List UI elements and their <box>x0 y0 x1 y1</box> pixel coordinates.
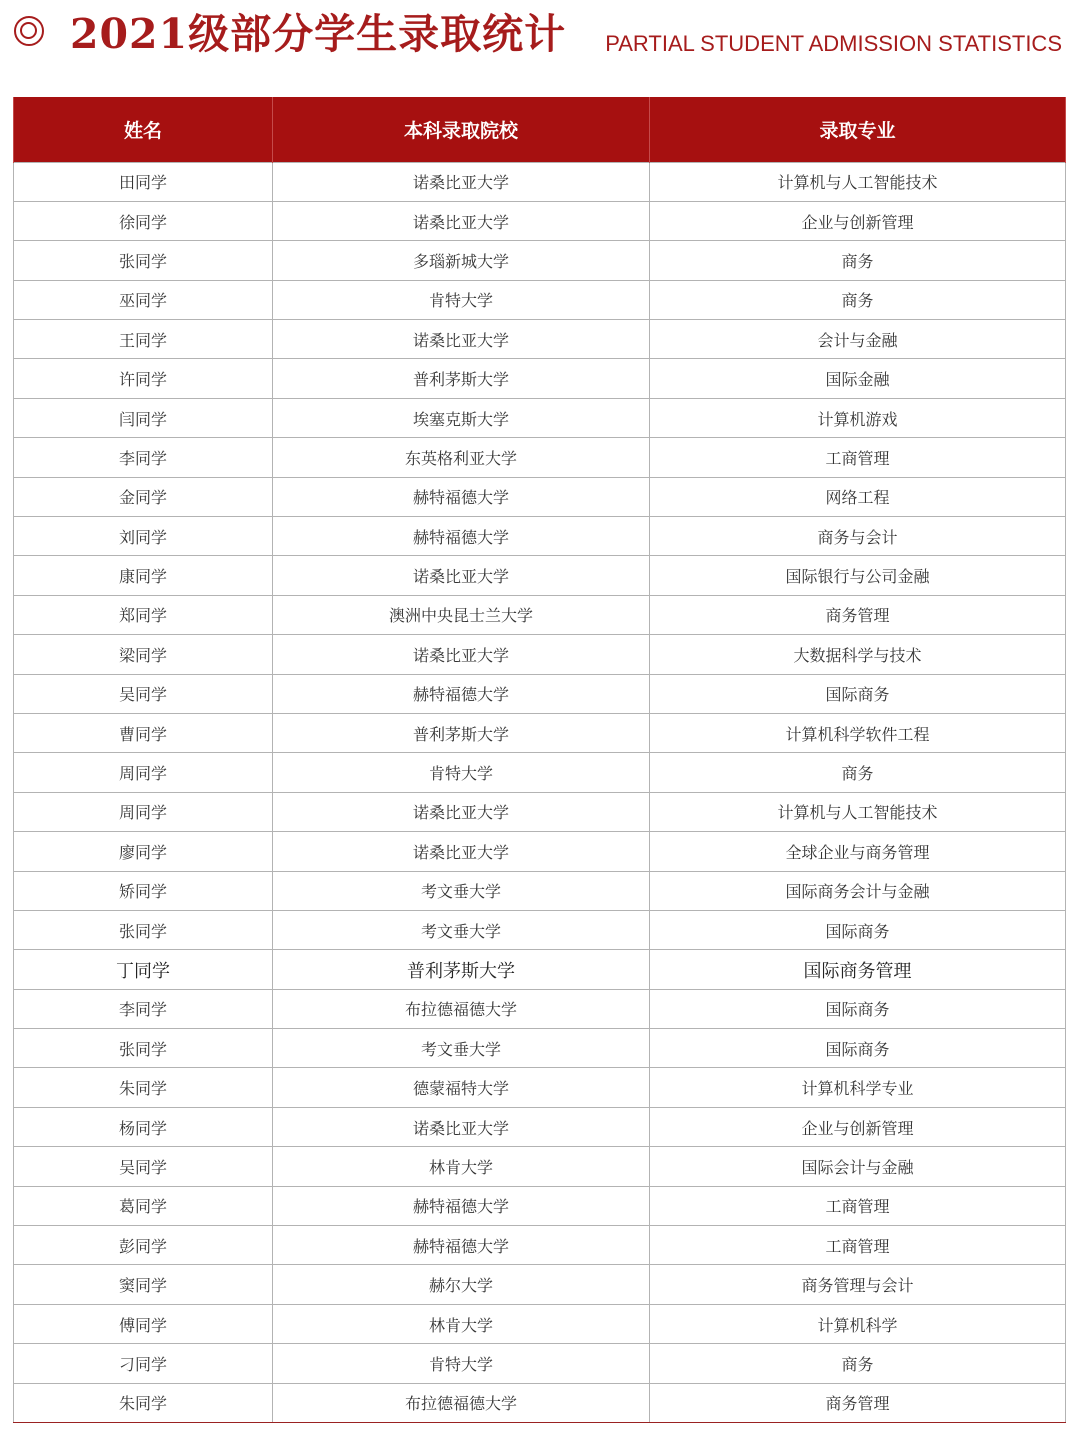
table-header-row <box>14 97 1066 162</box>
major-cell: 工商管理 <box>650 1226 1066 1265</box>
university-cell: 普利茅斯大学 <box>273 950 650 989</box>
student-name-cell: 李同学 <box>14 989 273 1028</box>
admission-table-container <box>13 97 1065 1423</box>
student-name-cell: 窦同学 <box>14 1265 273 1304</box>
university-cell: 诺桑比亚大学 <box>273 792 650 831</box>
major-cell: 网络工程 <box>650 477 1066 516</box>
university-cell: 诺桑比亚大学 <box>273 162 650 201</box>
major-cell: 计算机科学专业 <box>650 1068 1066 1107</box>
university-cell: 德蒙福特大学 <box>273 1068 650 1107</box>
student-name-cell: 王同学 <box>14 320 273 359</box>
table-row <box>14 1226 1066 1265</box>
major-cell: 计算机科学软件工程 <box>650 713 1066 752</box>
major-cell: 商务 <box>650 280 1066 319</box>
major-cell: 国际会计与金融 <box>650 1147 1066 1186</box>
admission-table <box>13 97 1066 1423</box>
student-name-cell: 张同学 <box>14 910 273 949</box>
major-cell: 计算机与人工智能技术 <box>650 162 1066 201</box>
major-cell: 大数据科学与技术 <box>650 635 1066 674</box>
major-cell: 工商管理 <box>650 1186 1066 1225</box>
table-row <box>14 1147 1066 1186</box>
student-name-cell: 朱同学 <box>14 1068 273 1107</box>
table-row <box>14 359 1066 398</box>
student-name-cell: 刘同学 <box>14 517 273 556</box>
table-row <box>14 280 1066 319</box>
table-row <box>14 201 1066 240</box>
table-row <box>14 477 1066 516</box>
table-body <box>14 162 1066 1423</box>
major-cell: 国际商务管理 <box>650 950 1066 989</box>
student-name-cell: 葛同学 <box>14 1186 273 1225</box>
major-cell: 商务管理与会计 <box>650 1265 1066 1304</box>
table-row <box>14 1344 1066 1383</box>
university-cell: 布拉德福德大学 <box>273 989 650 1028</box>
university-cell: 赫特福德大学 <box>273 674 650 713</box>
university-cell: 澳洲中央昆士兰大学 <box>273 595 650 634</box>
student-name-cell: 丁同学 <box>14 950 273 989</box>
student-name-cell: 田同学 <box>14 162 273 201</box>
major-cell: 国际商务 <box>650 989 1066 1028</box>
table-row <box>14 950 1066 989</box>
table-row <box>14 162 1066 201</box>
student-name-cell: 周同学 <box>14 753 273 792</box>
student-name-cell: 金同学 <box>14 477 273 516</box>
table-row <box>14 438 1066 477</box>
page-title: 2021级部分学生录取统计 <box>70 10 567 58</box>
student-name-cell: 傅同学 <box>14 1304 273 1343</box>
table-row <box>14 713 1066 752</box>
student-name-cell: 朱同学 <box>14 1383 273 1422</box>
university-cell: 诺桑比亚大学 <box>273 556 650 595</box>
university-cell: 林肯大学 <box>273 1147 650 1186</box>
student-name-cell: 廖同学 <box>14 832 273 871</box>
major-cell: 商务 <box>650 1344 1066 1383</box>
university-cell: 布拉德福德大学 <box>273 1383 650 1422</box>
major-cell: 商务管理 <box>650 1383 1066 1422</box>
student-name-cell: 巫同学 <box>14 280 273 319</box>
university-cell: 诺桑比亚大学 <box>273 201 650 240</box>
table-row <box>14 1383 1066 1422</box>
major-cell: 计算机与人工智能技术 <box>650 792 1066 831</box>
major-cell: 会计与金融 <box>650 320 1066 359</box>
student-name-cell: 李同学 <box>14 438 273 477</box>
major-cell: 国际商务 <box>650 674 1066 713</box>
major-cell: 计算机游戏 <box>650 398 1066 437</box>
major-cell: 商务与会计 <box>650 517 1066 556</box>
table-row <box>14 1029 1066 1068</box>
major-cell: 商务管理 <box>650 595 1066 634</box>
major-cell: 国际金融 <box>650 359 1066 398</box>
table-row <box>14 753 1066 792</box>
university-cell: 东英格利亚大学 <box>273 438 650 477</box>
table-row <box>14 635 1066 674</box>
major-cell: 企业与创新管理 <box>650 201 1066 240</box>
table-row <box>14 398 1066 437</box>
student-name-cell: 闫同学 <box>14 398 273 437</box>
university-cell: 多瑙新城大学 <box>273 241 650 280</box>
table-row <box>14 1186 1066 1225</box>
table-row <box>14 910 1066 949</box>
university-cell: 普利茅斯大学 <box>273 359 650 398</box>
major-cell: 国际商务 <box>650 1029 1066 1068</box>
table-row <box>14 792 1066 831</box>
page-header <box>0 0 1080 80</box>
student-name-cell: 康同学 <box>14 556 273 595</box>
university-cell: 肯特大学 <box>273 1344 650 1383</box>
table-row <box>14 595 1066 634</box>
major-cell: 全球企业与商务管理 <box>650 832 1066 871</box>
table-row <box>14 1304 1066 1343</box>
student-name-cell: 吴同学 <box>14 1147 273 1186</box>
column-header-name: 姓名 <box>14 97 273 162</box>
student-name-cell: 彭同学 <box>14 1226 273 1265</box>
column-header-university: 本科录取院校 <box>273 97 650 162</box>
university-cell: 赫特福德大学 <box>273 517 650 556</box>
table-row <box>14 1107 1066 1146</box>
university-cell: 肯特大学 <box>273 280 650 319</box>
table-row <box>14 871 1066 910</box>
university-cell: 考文垂大学 <box>273 910 650 949</box>
major-cell: 国际银行与公司金融 <box>650 556 1066 595</box>
student-name-cell: 吴同学 <box>14 674 273 713</box>
university-cell: 诺桑比亚大学 <box>273 1107 650 1146</box>
student-name-cell: 曹同学 <box>14 713 273 752</box>
table-row <box>14 832 1066 871</box>
student-name-cell: 张同学 <box>14 1029 273 1068</box>
university-cell: 赫特福德大学 <box>273 477 650 516</box>
table-row <box>14 989 1066 1028</box>
page-subtitle: PARTIAL STUDENT ADMISSION STATISTICS <box>605 31 1062 56</box>
major-cell: 计算机科学 <box>650 1304 1066 1343</box>
university-cell: 诺桑比亚大学 <box>273 320 650 359</box>
student-name-cell: 张同学 <box>14 241 273 280</box>
student-name-cell: 徐同学 <box>14 201 273 240</box>
table-row <box>14 1068 1066 1107</box>
university-cell: 埃塞克斯大学 <box>273 398 650 437</box>
table-row <box>14 517 1066 556</box>
university-cell: 林肯大学 <box>273 1304 650 1343</box>
university-cell: 普利茅斯大学 <box>273 713 650 752</box>
university-cell: 考文垂大学 <box>273 871 650 910</box>
student-name-cell: 刁同学 <box>14 1344 273 1383</box>
table-row <box>14 556 1066 595</box>
major-cell: 国际商务 <box>650 910 1066 949</box>
student-name-cell: 梁同学 <box>14 635 273 674</box>
major-cell: 企业与创新管理 <box>650 1107 1066 1146</box>
university-cell: 赫特福德大学 <box>273 1226 650 1265</box>
university-cell: 考文垂大学 <box>273 1029 650 1068</box>
table-row <box>14 241 1066 280</box>
university-cell: 诺桑比亚大学 <box>273 635 650 674</box>
university-cell: 肯特大学 <box>273 753 650 792</box>
student-name-cell: 矫同学 <box>14 871 273 910</box>
table-row <box>14 1265 1066 1304</box>
table-row <box>14 674 1066 713</box>
major-cell: 商务 <box>650 241 1066 280</box>
table-row <box>14 320 1066 359</box>
student-name-cell: 杨同学 <box>14 1107 273 1146</box>
university-cell: 赫特福德大学 <box>273 1186 650 1225</box>
major-cell: 国际商务会计与金融 <box>650 871 1066 910</box>
column-header-major: 录取专业 <box>650 97 1066 162</box>
university-cell: 诺桑比亚大学 <box>273 832 650 871</box>
student-name-cell: 郑同学 <box>14 595 273 634</box>
student-name-cell: 许同学 <box>14 359 273 398</box>
major-cell: 商务 <box>650 753 1066 792</box>
table-header <box>14 97 1066 162</box>
university-cell: 赫尔大学 <box>273 1265 650 1304</box>
student-name-cell: 周同学 <box>14 792 273 831</box>
double-circle-icon <box>14 16 44 46</box>
major-cell: 工商管理 <box>650 438 1066 477</box>
